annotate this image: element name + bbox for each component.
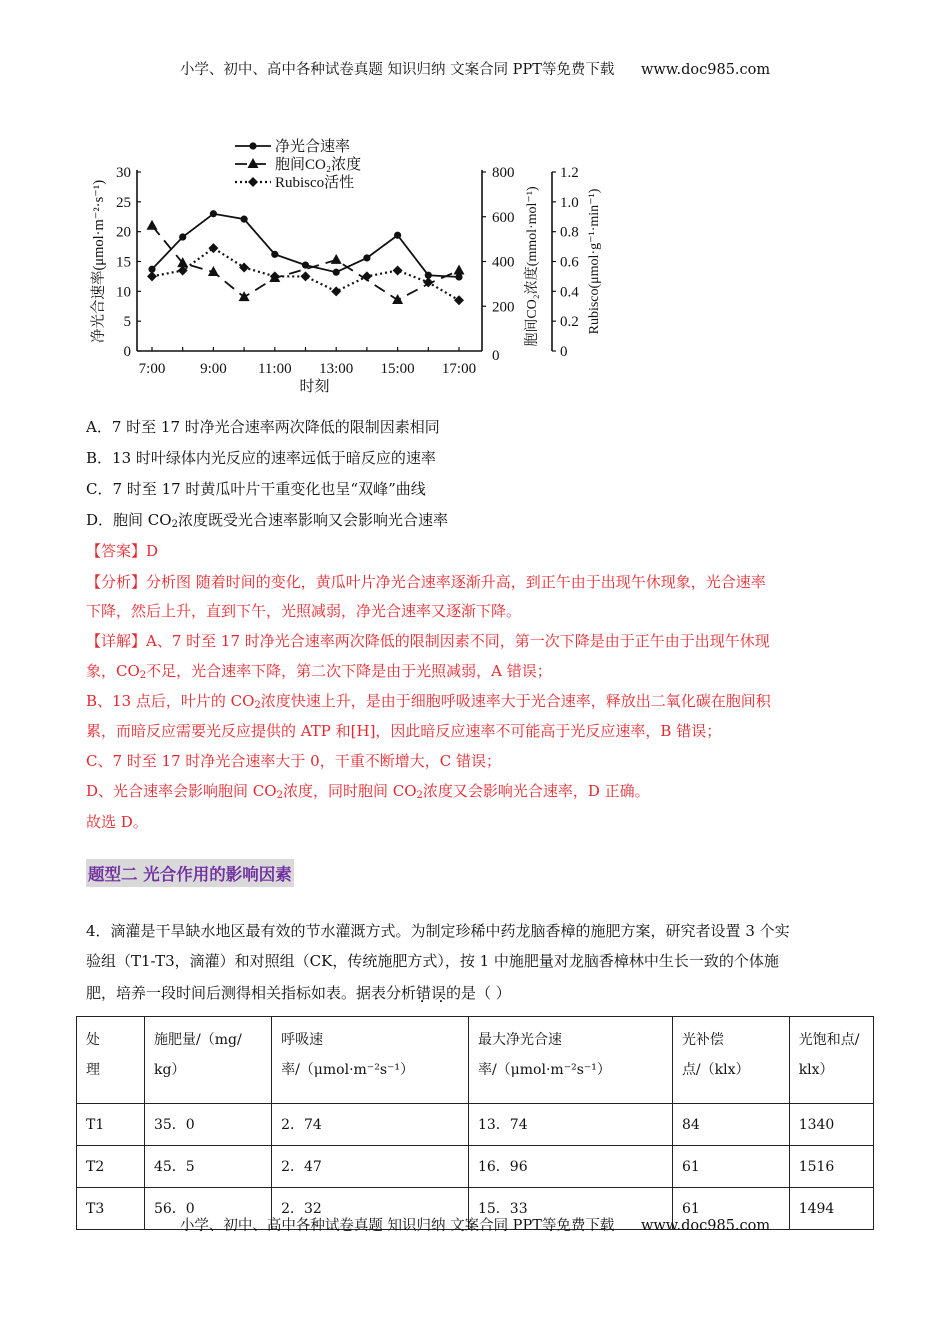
table-header-row [77,1017,874,1104]
header-line: 率/（μmol·m⁻²s⁻¹） [477,1062,611,1078]
right2-tick-label: 0.8 [560,224,579,241]
left-tick-label: 15 [116,254,131,271]
x-tick-label: 11:00 [257,361,292,377]
option-b-text: 13 时叶绿体内光反应的速率远低于暗反应的速率 [112,449,436,467]
table-cell: 15．33 [468,1188,672,1230]
footer-url[interactable]: www.doc985.com [640,1218,771,1234]
table-cell: 84 [672,1104,789,1146]
header-text: 小学、初中、高中各种试卷真题 知识归纳 文案合同 PPT等免费下载 [179,62,615,78]
option-d [86,509,448,530]
option-d-text-post: 浓度既受光合速率影响又会影响光合速率 [177,511,448,529]
table-row [77,1146,874,1188]
data-point-marker [179,233,186,240]
right2-axis-label: Rubisco(μmol·g⁻¹·min⁻¹) [587,188,602,335]
answer-value: D [146,542,159,560]
option-a-label: A． [86,418,112,436]
subscript: 2 [171,519,178,530]
table-cell: 35．0 [144,1104,271,1146]
option-d-label: D． [86,511,114,529]
data-table [76,1016,874,1230]
table-cell: 1494 [789,1188,873,1230]
legend-marker [249,142,256,149]
option-d-text-pre: 胞间 CO [113,511,172,529]
data-point-marker [208,243,218,253]
q4-line-2: 验组（T1-T3，滴灌）和对照组（CK，传统施肥方式），按 1 中施肥量对龙脑香樟林中生长一致的个体施 [86,952,779,970]
header-url[interactable]: www.doc985.com [640,62,771,78]
table-cell: T3 [77,1188,145,1230]
table-cell: 13．74 [468,1104,672,1146]
header-line: 呼吸速 [281,1032,324,1048]
header-line: 理 [86,1062,100,1078]
table-cell: T1 [77,1104,145,1146]
detail-text: 象，CO [86,662,140,680]
detail-line-4: 累，而暗反应需要光反应提供的 ATP 和[H]，因此暗反应速率不可能高于光反应速率，B 错误； [86,722,722,740]
left-axis-label: 净光合速率(μmol·m⁻²·s⁻¹) [91,179,107,344]
table-cell: 1516 [789,1146,873,1188]
q4-line-3 [86,982,511,1003]
detail-text: 不足，光合速率下降，第二次下降是由于光照减弱，A 错误； [146,662,552,680]
data-point-marker [271,251,278,258]
x-tick-label: 9:00 [200,361,227,377]
detail-line-3 [86,690,771,711]
table-header-cell [144,1017,271,1104]
table-cell: 2．74 [272,1104,469,1146]
header-line: klx） [798,1062,834,1078]
data-point-marker [455,273,462,280]
q4-text: 的是（ ） [446,984,511,1002]
q4-line-1: 4．滴灌是干旱缺水地区最有效的节水灌溉方式。为制定珍稀中药龙脑香樟的施肥方案，研究者设置 3 个实 [86,922,790,940]
option-c [86,478,426,499]
detail-line-6 [86,780,650,801]
table-cell: 56．0 [144,1188,271,1230]
analysis-line-1 [86,571,766,592]
detail-text: B、13 点后，叶片的 CO [86,692,255,710]
analysis-text: 分析图 随着时间的变化，黄瓜叶片净光合速率逐渐升高，到正午由于出现午休现象，光合速率 [146,573,766,591]
analysis-tag: 【分析】 [86,573,147,591]
data-point-marker [301,271,311,281]
left-tick-label: 0 [123,344,131,360]
data-point-marker [454,264,465,274]
right1-tick-label: 0 [492,348,500,364]
header-line: 率/（μmol·m⁻²s⁻¹） [281,1062,415,1078]
header-line: 光补偿 [681,1032,724,1048]
option-c-text: 7 时至 17 时黄瓜叶片干重变化也呈“双峰”曲线 [112,480,426,498]
detail-text: 浓度，同时胞间 CO [282,782,417,800]
table-header-cell [789,1017,873,1104]
right2-tick-label: 1.0 [560,194,579,211]
option-a [86,416,440,437]
detail-tag: 【详解】 [86,632,147,650]
conclusion-line: 故选 D。 [86,813,148,831]
page-footer [0,1214,950,1235]
right2-tick-label: 0.2 [560,314,579,331]
subscript: 2 [416,790,423,801]
header-line: 处 [86,1032,100,1048]
q4-text: 肥，培养一段时间后测得相关指标如表。据表分析 [86,984,417,1002]
header-line: 施肥量/（mg/ [153,1032,242,1048]
data-point-marker [241,216,248,223]
left-tick-label: 5 [123,314,131,331]
data-point-marker [454,295,464,305]
page-header [0,58,950,79]
answer-line [86,540,158,561]
table-header-cell [272,1017,469,1104]
table-cell: 2．32 [272,1188,469,1230]
right2-tick-label: 0.6 [560,254,579,271]
subscript: 2 [139,670,147,681]
data-point-marker [210,210,217,217]
subscript: 2 [276,790,283,801]
option-b-label: B． [86,449,113,467]
right1-axis-label: 胞间CO₂浓度(mmol·mol⁻¹) [525,186,540,347]
header-line: 点/（klx） [681,1062,750,1078]
subscript: 2 [254,700,261,711]
x-tick-label: 13:00 [319,361,354,377]
answer-tag: 【答案】 [86,542,147,560]
right1-tick-label: 200 [492,299,515,316]
section-title: 题型二 光合作用的影响因素 [86,859,294,887]
right1-tick-label: 600 [492,209,515,226]
table-cell: T2 [77,1146,145,1188]
footer-text: 小学、初中、高中各种试卷真题 知识归纳 文案合同 PPT等免费下载 [179,1218,615,1234]
detail-text: A、7 时至 17 时净光合速率两次降低的限制因素不同，第一次下降是由于正午由于出现午休现 [146,632,770,650]
left-tick-label: 10 [116,284,131,301]
legend-label: 净光合速率 [275,139,351,155]
data-point-marker [147,271,157,281]
table-header-cell [468,1017,672,1104]
data-point-marker [394,232,401,239]
detail-line-5: C、7 时至 17 时净光合速率大于 0，干重不断增大，C 错误； [86,752,501,770]
table-row [77,1104,874,1146]
photosynthesis-chart [85,130,625,400]
data-point-marker [393,265,403,275]
legend-marker [248,158,259,168]
detail-text: D、光合速率会影响胞间 CO [86,782,277,800]
header-line: 最大净光合速 [477,1032,562,1048]
option-a-text: 7 时至 17 时净光合速率两次降低的限制因素相同 [111,418,440,436]
x-tick-label: 7:00 [138,361,166,377]
x-tick-label: 17:00 [441,361,477,377]
emphasis-text: 错误 • • [416,984,446,1002]
right1-tick-label: 800 [492,165,515,181]
chart-svg [85,130,625,400]
x-tick-label: 15:00 [380,361,415,377]
data-point-marker [392,294,403,304]
data-point-marker [333,269,340,276]
data-point-marker [239,291,250,301]
header-line: 光饱和点/ [798,1032,860,1048]
detail-line-2 [86,660,552,681]
data-point-marker [331,286,341,296]
right2-tick-label: 1.2 [560,165,579,181]
left-tick-label: 20 [116,224,131,241]
legend-marker [248,177,258,187]
data-point-marker [363,254,370,261]
x-axis-label: 时刻 [299,379,330,395]
option-b [86,447,436,468]
data-point-marker [362,271,372,281]
detail-text: 浓度快速上升，是由于细胞呼吸速率大于光合速率，释放出二氧化碳在胞间积 [260,692,771,710]
table-header-cell [672,1017,789,1104]
legend-label: Rubisco活性 [275,175,355,191]
option-c-label: C． [86,480,113,498]
legend-label: 胞间CO₂浓度 [275,157,362,173]
table-cell: 2．47 [272,1146,469,1188]
left-tick-label: 30 [116,165,131,181]
detail-text: 浓度又会影响光合速率，D 正确。 [422,782,650,800]
table-cell: 61 [672,1146,789,1188]
table-header-cell [77,1017,145,1104]
left-tick-label: 25 [116,194,131,211]
table-cell: 61 [672,1188,789,1230]
header-line: kg） [153,1062,186,1078]
table-cell: 16．96 [468,1146,672,1188]
right2-tick-label: 0 [560,344,568,360]
right2-tick-label: 0.4 [560,284,579,301]
table-cell: 45．5 [144,1146,271,1188]
data-point-marker [147,220,158,230]
detail-line-1 [86,630,770,651]
analysis-line-2: 下降，然后上升，直到下午，光照减弱，净光合速率又逐渐下降。 [86,602,522,620]
table-cell: 1340 [789,1104,873,1146]
data-point-marker [331,254,342,264]
right1-tick-label: 400 [492,254,515,271]
